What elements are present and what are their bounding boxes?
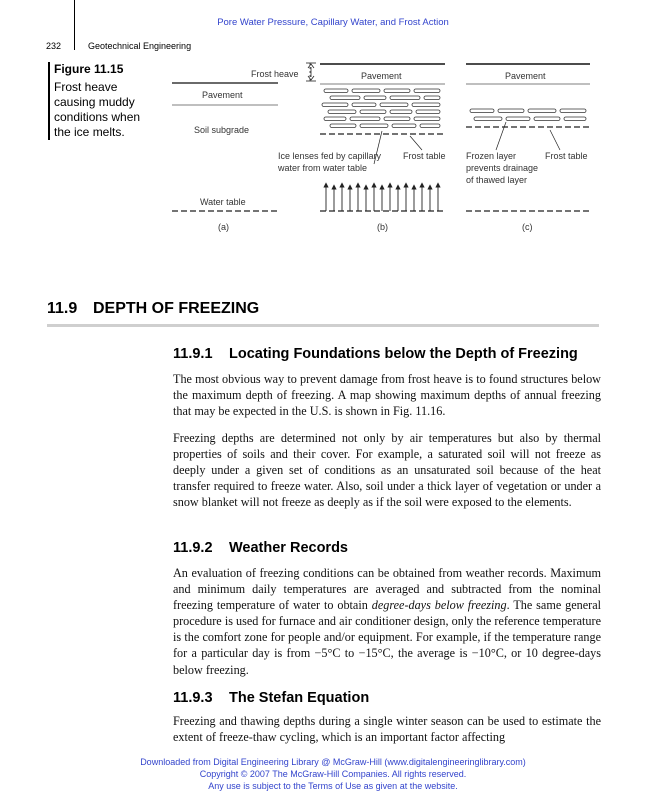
subsection-number-1: 11.9.1 [173, 346, 213, 362]
ice-lenses-label-2: water from water table [278, 163, 368, 173]
pavement-label-c: Pavement [505, 71, 546, 81]
pavement-label-b: Pavement [361, 71, 402, 81]
water-table-label-a: Water table [200, 197, 246, 207]
running-head: Pore Water Pressure, Capillary Water, and Frost Action [217, 17, 449, 28]
paragraph-2: Freezing depths are determined not only by air temperatures but also by thermal properties of soils and their cover. For example, a saturated soil will not freeze as deeply under a given set of conditions as an unsaturated soil because of the heat transfer required to freeze water. Also, soil under a thick layer of vegetation or under a snow blanket will not freeze as deeply as if the soil were exposed to the elements. [173, 431, 601, 510]
panel-b [277, 64, 446, 232]
capillary-arrows [326, 185, 438, 211]
frozen-layer-label-3: of thawed layer [466, 175, 528, 185]
soil-subgrade-label: Soil subgrade [194, 125, 250, 135]
footer-download-link[interactable]: Downloaded from Digital Engineering Library @ McGraw-Hill (www.digitalengineeringlibrary.com) [140, 757, 526, 767]
header-divider [74, 0, 75, 50]
frost-heave-label: Frost heave [251, 69, 299, 79]
panel-a [172, 63, 310, 232]
emphasis-degree-days: degree-days below freezing [371, 598, 507, 613]
panel-c [466, 64, 590, 232]
subsection-number-3: 11.9.3 [173, 690, 213, 706]
paragraph-1: The most obvious way to prevent damage from frost heave is to found structures below the maximum depth of freezing. A map showing maximum depths of annual freezing that may be expected in the U.S. is shown in Fig. 11.16. [173, 372, 601, 419]
ice-lenses-label-1: Ice lenses fed by capillary [278, 151, 382, 161]
section-heading [47, 300, 259, 318]
subsection-heading-2 [173, 540, 348, 556]
subsection-title-2: Weather Records [229, 540, 348, 556]
subsection-title-1: Locating Foundations below the Depth of Freezing [229, 346, 578, 362]
paragraph-3-text-a: An evaluation of freezing conditions can be obtained from weather records. Maximum and minimum daily temperatures are averaged and subtracted from the nominal freezing temperature of water to obtain [173, 566, 601, 613]
paragraph-3 [173, 565, 601, 678]
book-title: Geotechnical Engineering [88, 41, 192, 51]
figure-caption [48, 62, 154, 140]
frost-heave-figure [160, 56, 600, 236]
page-number: 232 [46, 41, 62, 51]
frost-table-label-b: Frost table [403, 151, 446, 161]
subsection-title-3: The Stefan Equation [229, 690, 370, 706]
paragraph-4: Freezing and thawing depths during a single winter season can be used to estimate the extent of freeze-thaw cycling, which is an important factor affecting [173, 714, 601, 745]
panel-b-label: (b) [377, 222, 388, 232]
frost-table-label-c: Frost table [545, 151, 588, 161]
ice-lenses-c [470, 109, 586, 121]
footer-terms: Any use is subject to the Terms of Use as given at the website. [208, 781, 458, 791]
paragraph-3-text-b: . The same general procedure is used for furnace and air conditioner design, only the reference temperature is the comfort zone for people and/or equipment. For example, if the temperature range for a particular day is from −5°C to −15°C, the average is −10°C, or 10 degree-days below freezing. [173, 598, 601, 677]
frost-heave-annotation [251, 63, 316, 81]
subsection-heading-3 [173, 690, 369, 706]
section-rule [47, 324, 599, 327]
panel-a-label: (a) [218, 222, 229, 232]
ice-lenses-b [322, 89, 440, 128]
footer-copyright: Copyright © 2007 The McGraw-Hill Companies. All rights reserved. [199, 769, 467, 779]
panel-c-label: (c) [522, 222, 533, 232]
frozen-layer-label-2: prevents drainage [466, 163, 539, 173]
pavement-label-a: Pavement [202, 90, 243, 100]
figure-label: Figure 11.15 [54, 62, 124, 76]
frozen-layer-label-1: Frozen layer [466, 151, 517, 161]
footer [0, 756, 666, 792]
section-number: 11.9 [47, 300, 78, 317]
subsection-number-2: 11.9.2 [173, 540, 213, 556]
subsection-heading-1 [173, 346, 578, 362]
section-title: DEPTH OF FREEZING [93, 300, 260, 317]
figure-caption-text: Frost heave causing muddy conditions when the ice melts. [54, 80, 141, 139]
